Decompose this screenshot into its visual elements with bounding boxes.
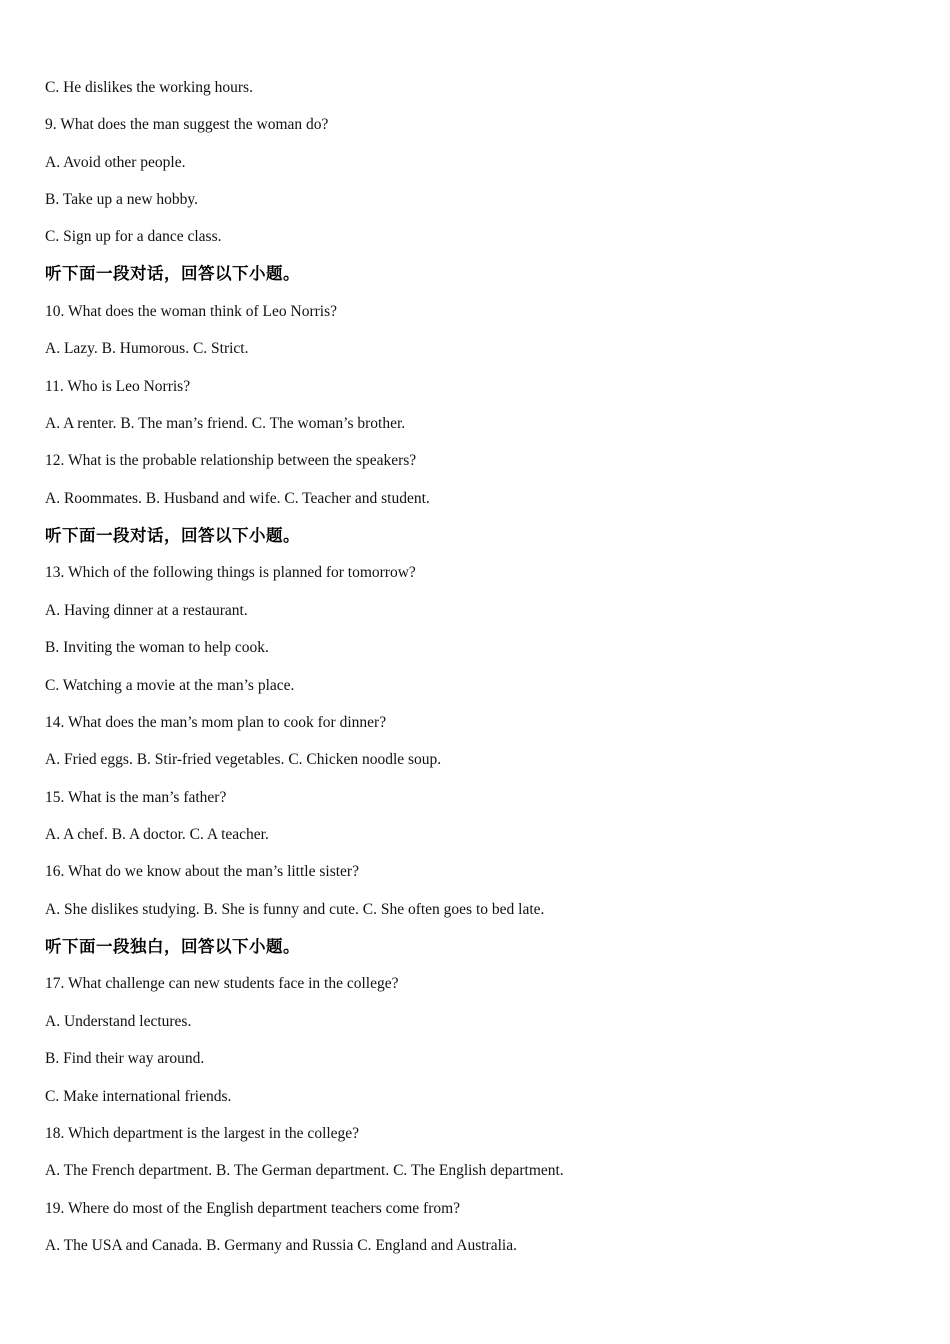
options-11: A. A renter. B. The man’s friend. C. The woman’s brother. xyxy=(45,415,406,432)
question-12: 12. What is the probable relationship between the speakers? xyxy=(45,452,417,469)
options-14: A. Fried eggs. B. Stir-fried vegetables. C. Chicken noodle soup. xyxy=(45,751,442,768)
options-15: A. A chef. B. A doctor. C. A teacher. xyxy=(45,826,269,843)
question-15: 15. What is the man’s father? xyxy=(45,789,227,806)
question-18: 18. Which department is the largest in the college? xyxy=(45,1125,360,1142)
options-19: A. The USA and Canada. B. Germany and Russia C. England and Australia. xyxy=(45,1237,517,1254)
question-17: 17. What challenge can new students face in the college? xyxy=(45,975,399,992)
options-16: A. She dislikes studying. B. She is funny and cute. C. She often goes to bed late. xyxy=(45,901,545,918)
option-9b: B. Take up a new hobby. xyxy=(45,191,199,208)
question-11: 11. Who is Leo Norris? xyxy=(45,378,191,395)
options-18: A. The French department. B. The German department. C. The English department. xyxy=(45,1162,564,1179)
question-13: 13. Which of the following things is planned for tomorrow? xyxy=(45,564,416,581)
question-16: 16. What do we know about the man’s little sister? xyxy=(45,863,359,880)
option-13c: C. Watching a movie at the man’s place. xyxy=(45,677,295,694)
option-8c: C. He dislikes the working hours. xyxy=(45,79,253,96)
option-17c: C. Make international friends. xyxy=(45,1088,232,1105)
options-12: A. Roommates. B. Husband and wife. C. Teacher and student. xyxy=(45,490,430,507)
options-10: A. Lazy. B. Humorous. C. Strict. xyxy=(45,340,249,357)
option-17a: A. Understand lectures. xyxy=(45,1013,192,1030)
question-14: 14. What does the man’s mom plan to cook for dinner? xyxy=(45,714,387,731)
section-heading: 听下面一段对话，回答以下小题。 xyxy=(45,264,300,283)
option-13b: B. Inviting the woman to help cook. xyxy=(45,639,269,656)
question-9: 9. What does the man suggest the woman do? xyxy=(45,116,329,133)
question-19: 19. Where do most of the English department teachers come from? xyxy=(45,1200,461,1217)
option-13a: A. Having dinner at a restaurant. xyxy=(45,602,248,619)
option-9a: A. Avoid other people. xyxy=(45,154,186,171)
option-17b: B. Find their way around. xyxy=(45,1050,205,1067)
question-10: 10. What does the woman think of Leo Norris? xyxy=(45,303,337,320)
section-heading: 听下面一段对话，回答以下小题。 xyxy=(45,526,300,545)
section-heading: 听下面一段独白，回答以下小题。 xyxy=(45,937,300,956)
option-9c: C. Sign up for a dance class. xyxy=(45,228,222,245)
